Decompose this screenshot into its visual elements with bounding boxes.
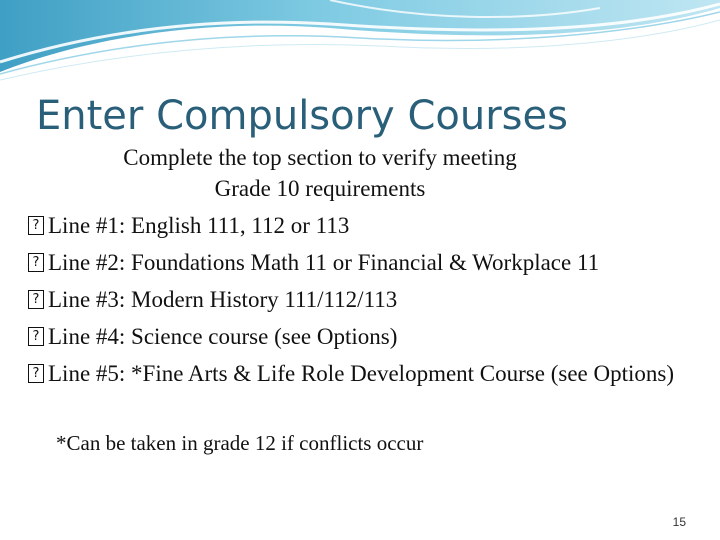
course-line-list: [28, 210, 708, 395]
slide-subtitle: [100, 142, 540, 204]
footnote: *Can be taken in grade 12 if conflicts occur: [56, 431, 424, 455]
missing-glyph-bullet-icon: ?: [28, 364, 44, 383]
missing-glyph-bullet-icon: ?: [28, 290, 44, 309]
missing-glyph-bullet-icon: ?: [28, 216, 44, 235]
list-item: [28, 210, 708, 241]
subtitle-line: Complete the top section to verify meeting: [123, 145, 517, 170]
list-item: [28, 321, 708, 352]
header-wave-decoration: [0, 0, 720, 90]
bullet-text: Line #4: Science course (see Options): [48, 324, 398, 349]
bullet-text: Line #5: *Fine Arts & Life Role Development Course (see Options): [48, 361, 674, 386]
bullet-text: Line #2: Foundations Math 11 or Financial & Workplace 11: [48, 250, 600, 275]
bullet-text: Line #3: Modern History 111/112/113: [48, 287, 398, 312]
bullet-text: Line #1: English 111, 112 or 113: [48, 213, 350, 238]
missing-glyph-bullet-icon: ?: [28, 327, 44, 346]
list-item: [28, 247, 708, 278]
slide-title: Enter Compulsory Courses: [36, 93, 568, 139]
missing-glyph-bullet-icon: ?: [28, 253, 44, 272]
list-item: [28, 284, 708, 315]
page-number: 15: [672, 515, 686, 529]
subtitle-line: Grade 10 requirements: [214, 176, 426, 201]
list-item: [28, 358, 708, 389]
